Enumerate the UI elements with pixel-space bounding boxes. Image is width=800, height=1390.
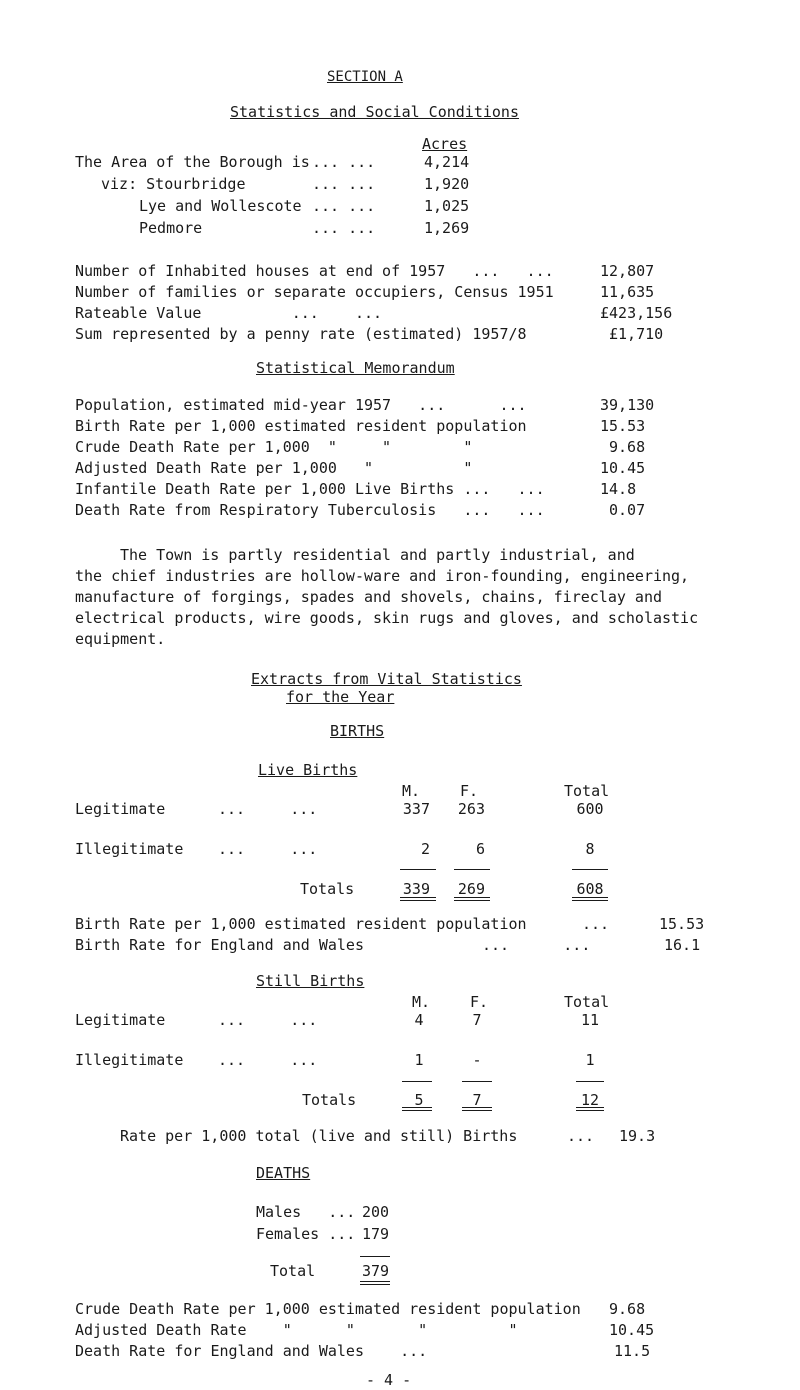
memorandum-value: 0.07 [609, 501, 646, 519]
col-total-header: Total [564, 782, 610, 800]
housing-value: 12,807 [600, 262, 655, 280]
area-label: viz: Stourbridge [101, 175, 246, 193]
rate-value: 9.68 [609, 1300, 646, 1318]
deaths-label: Females ... [256, 1225, 356, 1243]
row-dots: ... ... [218, 1011, 318, 1029]
totals-m: 339 [402, 880, 430, 898]
cell-f: 7 [472, 1011, 482, 1029]
paragraph-line: equipment. [75, 630, 166, 648]
col-total-header: Total [564, 993, 610, 1011]
row-label: Illegitimate [75, 840, 184, 858]
row-label: Legitimate [75, 800, 166, 818]
cell-total: 600 [576, 800, 604, 818]
cell-m: 337 [402, 800, 430, 818]
area-dots: ... ... [312, 219, 376, 237]
area-value: 1,920 [424, 175, 470, 193]
section-heading: SECTION A [327, 69, 403, 85]
cell-f: 6 [475, 840, 485, 858]
total-double-rule [400, 897, 436, 901]
deaths-total-value: 379 [362, 1262, 390, 1280]
page-number: - 4 - [366, 1371, 412, 1389]
cell-total: 11 [580, 1011, 600, 1029]
total-double-rule [462, 1107, 492, 1111]
col-m-header: M. [402, 782, 421, 800]
cell-f: 263 [457, 800, 485, 818]
memorandum-value: 39,130 [600, 396, 655, 414]
sum-rule [462, 1081, 492, 1082]
rate-label: Crude Death Rate per 1,000 estimated resident population [75, 1300, 581, 1318]
totals-total: 12 [580, 1091, 600, 1109]
total-double-rule [572, 897, 608, 901]
totals-label: Totals [300, 880, 355, 898]
totals-f: 7 [472, 1091, 482, 1109]
rate-label: Birth Rate per 1,000 estimated resident population [75, 915, 527, 933]
paragraph-line: electrical products, wire goods, skin rugs and gloves, and scholastic [75, 609, 699, 627]
memorandum-value: 14.8 [600, 480, 637, 498]
rate-value: 16.1 [664, 936, 701, 954]
live-births-title: Live Births [258, 761, 358, 779]
memorandum-label: Population, estimated mid-year 1957 ... ... [75, 396, 527, 414]
area-value: 1,269 [424, 219, 470, 237]
col-m-header: M. [412, 993, 431, 1011]
sum-rule [576, 1081, 604, 1082]
rate-label: Birth Rate for England and Wales [75, 936, 364, 954]
area-value: 4,214 [424, 153, 470, 171]
rate-value: 11.5 [614, 1342, 651, 1360]
deaths-value: 200 [362, 1203, 390, 1221]
housing-label: Sum represented by a penny rate (estimated) 1957/8 [75, 325, 527, 343]
births-heading: BIRTHS [330, 722, 385, 740]
row-label: Legitimate [75, 1011, 166, 1029]
deaths-heading: DEATHS [256, 1164, 311, 1182]
rate-dots: ... [582, 915, 610, 933]
row-dots: ... ... [218, 1051, 318, 1069]
col-f-header: F. [460, 782, 479, 800]
page-title: Statistics and Social Conditions [230, 103, 519, 121]
total-double-rule [576, 1107, 604, 1111]
col-f-header: F. [470, 993, 489, 1011]
sum-rule [454, 869, 490, 870]
housing-label: Rateable Value ... ... [75, 304, 383, 322]
housing-label: Number of Inhabited houses at end of 1957 ... ... [75, 262, 554, 280]
row-dots: ... ... [218, 800, 318, 818]
extracts-title: Extracts from Vital Statistics [251, 670, 522, 688]
row-dots: ... ... [218, 840, 318, 858]
cell-f: - [472, 1051, 482, 1069]
memorandum-label: Death Rate from Respiratory Tuberculosis ... ... [75, 501, 545, 519]
cell-total: 1 [585, 1051, 595, 1069]
memorandum-label: Adjusted Death Rate per 1,000 " " [75, 459, 473, 477]
deaths-value: 179 [362, 1225, 390, 1243]
memorandum-value: 15.53 [600, 417, 646, 435]
total-double-rule [454, 897, 490, 901]
sum-rule [572, 869, 608, 870]
rate-dots: ... [567, 1127, 595, 1145]
rate-value: 19.3 [619, 1127, 656, 1145]
area-label: Pedmore [139, 219, 203, 237]
sum-rule [402, 1081, 432, 1082]
housing-value: £1,710 [609, 325, 664, 343]
area-dots: ... ... [312, 153, 376, 171]
area-label: The Area of the Borough is [75, 153, 310, 171]
housing-label: Number of families or separate occupiers, Census 1951 [75, 283, 554, 301]
sum-rule [360, 1256, 390, 1257]
area-dots: ... ... [312, 197, 376, 215]
area-value: 1,025 [424, 197, 470, 215]
deaths-label: Males ... [256, 1203, 356, 1221]
memorandum-label: Crude Death Rate per 1,000 " " " [75, 438, 473, 456]
housing-value: 11,635 [600, 283, 655, 301]
rate-value: 15.53 [659, 915, 705, 933]
totals-m: 5 [414, 1091, 424, 1109]
total-double-rule [402, 1107, 432, 1111]
cell-total: 8 [585, 840, 595, 858]
paragraph-line: manufacture of forgings, spades and shovels, chains, fireclay and [75, 588, 662, 606]
area-dots: ... ... [312, 175, 376, 193]
rate-value: 10.45 [609, 1321, 655, 1339]
memorandum-title: Statistical Memorandum [256, 359, 455, 377]
cell-m: 1 [414, 1051, 424, 1069]
sum-rule [400, 869, 436, 870]
memorandum-value: 9.68 [609, 438, 646, 456]
rate-label: Death Rate for England and Wales ... [75, 1342, 428, 1360]
memorandum-label: Infantile Death Rate per 1,000 Live Births ... ... [75, 480, 545, 498]
extracts-subtitle: for the Year [286, 688, 395, 706]
rate-label: Adjusted Death Rate " " " " [75, 1321, 518, 1339]
cell-m: 2 [420, 840, 430, 858]
totals-label: Totals [302, 1091, 357, 1109]
memorandum-value: 10.45 [600, 459, 646, 477]
area-label: Lye and Wollescote [139, 197, 302, 215]
totals-f: 269 [457, 880, 485, 898]
memorandum-label: Birth Rate per 1,000 estimated resident population [75, 417, 527, 435]
still-births-title: Still Births [256, 972, 365, 990]
row-label: Illegitimate [75, 1051, 184, 1069]
deaths-total-label: Total [270, 1262, 316, 1280]
cell-m: 4 [414, 1011, 424, 1029]
acres-header: Acres [422, 135, 468, 153]
paragraph-line: the chief industries are hollow-ware and iron-founding, engineering, [75, 567, 690, 585]
rate-dots: ... ... [482, 936, 591, 954]
totals-total: 608 [576, 880, 604, 898]
rate-label: Rate per 1,000 total (live and still) Births [120, 1127, 518, 1145]
housing-value: £423,156 [600, 304, 673, 322]
total-double-rule [360, 1281, 390, 1285]
paragraph-line: The Town is partly residential and partly industrial, and [120, 546, 635, 564]
